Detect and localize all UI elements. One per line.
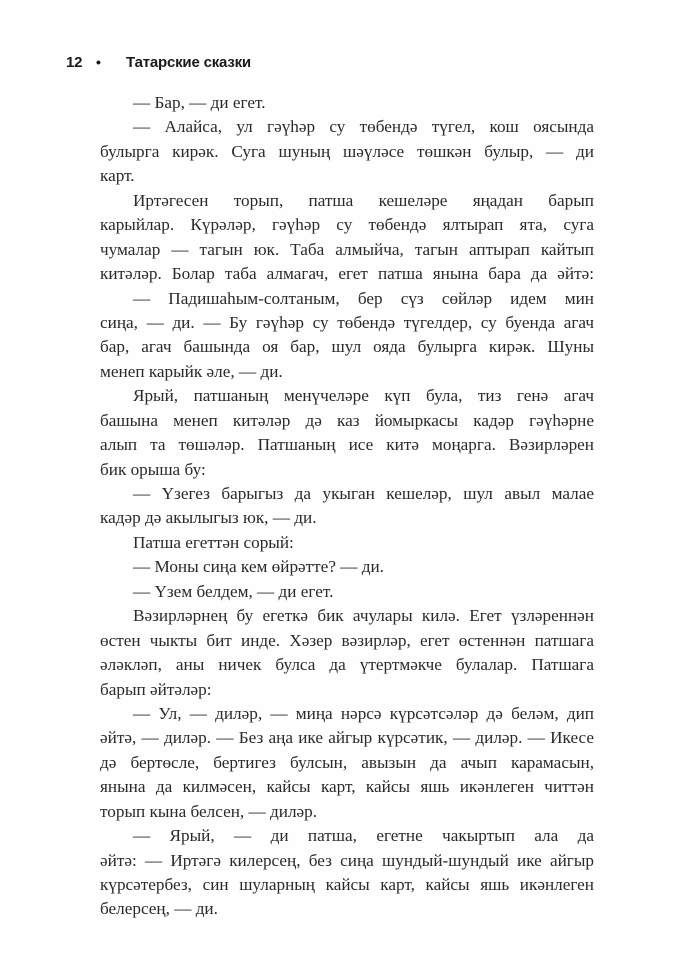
- text-line: әйтә: — Иртәгә килерсең, без сиңа шундый-шундый ике айгыр: [100, 850, 594, 870]
- text-line: — Моны сиңа кем өйрәтте? — ди.: [133, 557, 384, 577]
- text-line: Ярый, патшаның менүчеләре күп була, тиз генә агач: [133, 386, 594, 406]
- text-line: Иртәгесен торып, патша кешеләре яңадан барып: [133, 190, 594, 210]
- text-line: әйтә, — диләр. — Без аңа ике айгыр күрсәтик, — диләр. — Икесе: [100, 728, 594, 748]
- text-line: китәләр. Болар таба алмагач, егет патша янына бара да әйтә:: [100, 264, 594, 284]
- bullet-separator: •: [96, 54, 101, 70]
- text-line: чумалар — тагын юк. Таба алмыйча, тагын аптырап кайтып: [100, 239, 594, 259]
- text-line: әләкләп, аны ничек булса да үтертмәкче булалар. Патшага: [100, 655, 594, 675]
- running-head: [66, 52, 251, 72]
- text-line: карт.: [100, 166, 135, 186]
- text-line: — Бар, — ди егет.: [133, 93, 266, 112]
- text-line: карыйлар. Күрәләр, гәүһәр су төбендә ялтырап ята, суга: [100, 215, 594, 235]
- text-line: янына да килмәсен, кайсы карт, кайсы яшь икәнлеген читтән: [100, 777, 594, 797]
- text-line: кадәр дә акылыгыз юк, — ди.: [100, 508, 317, 528]
- book-title: Татарские сказки: [126, 53, 251, 71]
- text-line: — Падишаһым-солтаным, бер сүз сөйләр идем мин: [133, 288, 594, 308]
- text-line: күрсәтербез, син шуларның кайсы карт, кайсы яшь икәнлеген: [100, 875, 594, 894]
- text-line: белерсең, — ди.: [100, 899, 218, 919]
- text-line: башына менеп китәләр дә каз йомыркасы кадәр гәүһәрне: [100, 410, 594, 430]
- text-line: барып әйтәләр:: [100, 679, 212, 699]
- text-line: Вәзирләрнең бу егеткә бик ачулары килә. Егет үзләреннән: [133, 606, 594, 626]
- text-line: бар, агач башында оя бар, шул ояда булырга кирәк. Шуны: [100, 337, 594, 357]
- text-line: торып кына белсен, — диләр.: [100, 801, 318, 821]
- text-line: — Ул, — диләр, — миңа нәрсә күрсәтсәләр дә беләм, дип: [133, 703, 594, 723]
- text-line: дә бертөсле, бертигез булсын, авызын да ачып карамасын,: [100, 752, 594, 772]
- body-text: [100, 91, 594, 922]
- text-line: өстен чыкты бит инде. Хәзер вәзирләр, егет өстеннән патшага: [100, 630, 594, 650]
- text-line: алып та төшәләр. Патшаның исе китә моңарга. Вәзирләрен: [100, 435, 594, 455]
- text-line: Патша егеттән сорый:: [133, 532, 294, 552]
- text-line: — Үзем белдем, — ди егет.: [133, 581, 334, 601]
- text-line: сиңа, — ди. — Бу гәүһәр су төбендә түгелдер, су буенда агач: [100, 312, 594, 332]
- text-line: — Алайса, ул гәүһәр су төбендә түгел, кош оясында: [133, 117, 594, 137]
- text-line: булырга кирәк. Суга шуның шәүләсе төшкән булыр, — ди: [100, 141, 594, 161]
- text-line: менеп карыйк әле, — ди.: [100, 361, 283, 381]
- text-line: — Үзегез барыгыз да укыган кешеләр, шул авыл малае: [133, 484, 594, 503]
- page-number: 12: [66, 53, 83, 71]
- text-line: — Ярый, — ди патша, егетне чакыртып ала да: [133, 826, 594, 846]
- text-line: бик орыша бу:: [100, 459, 206, 479]
